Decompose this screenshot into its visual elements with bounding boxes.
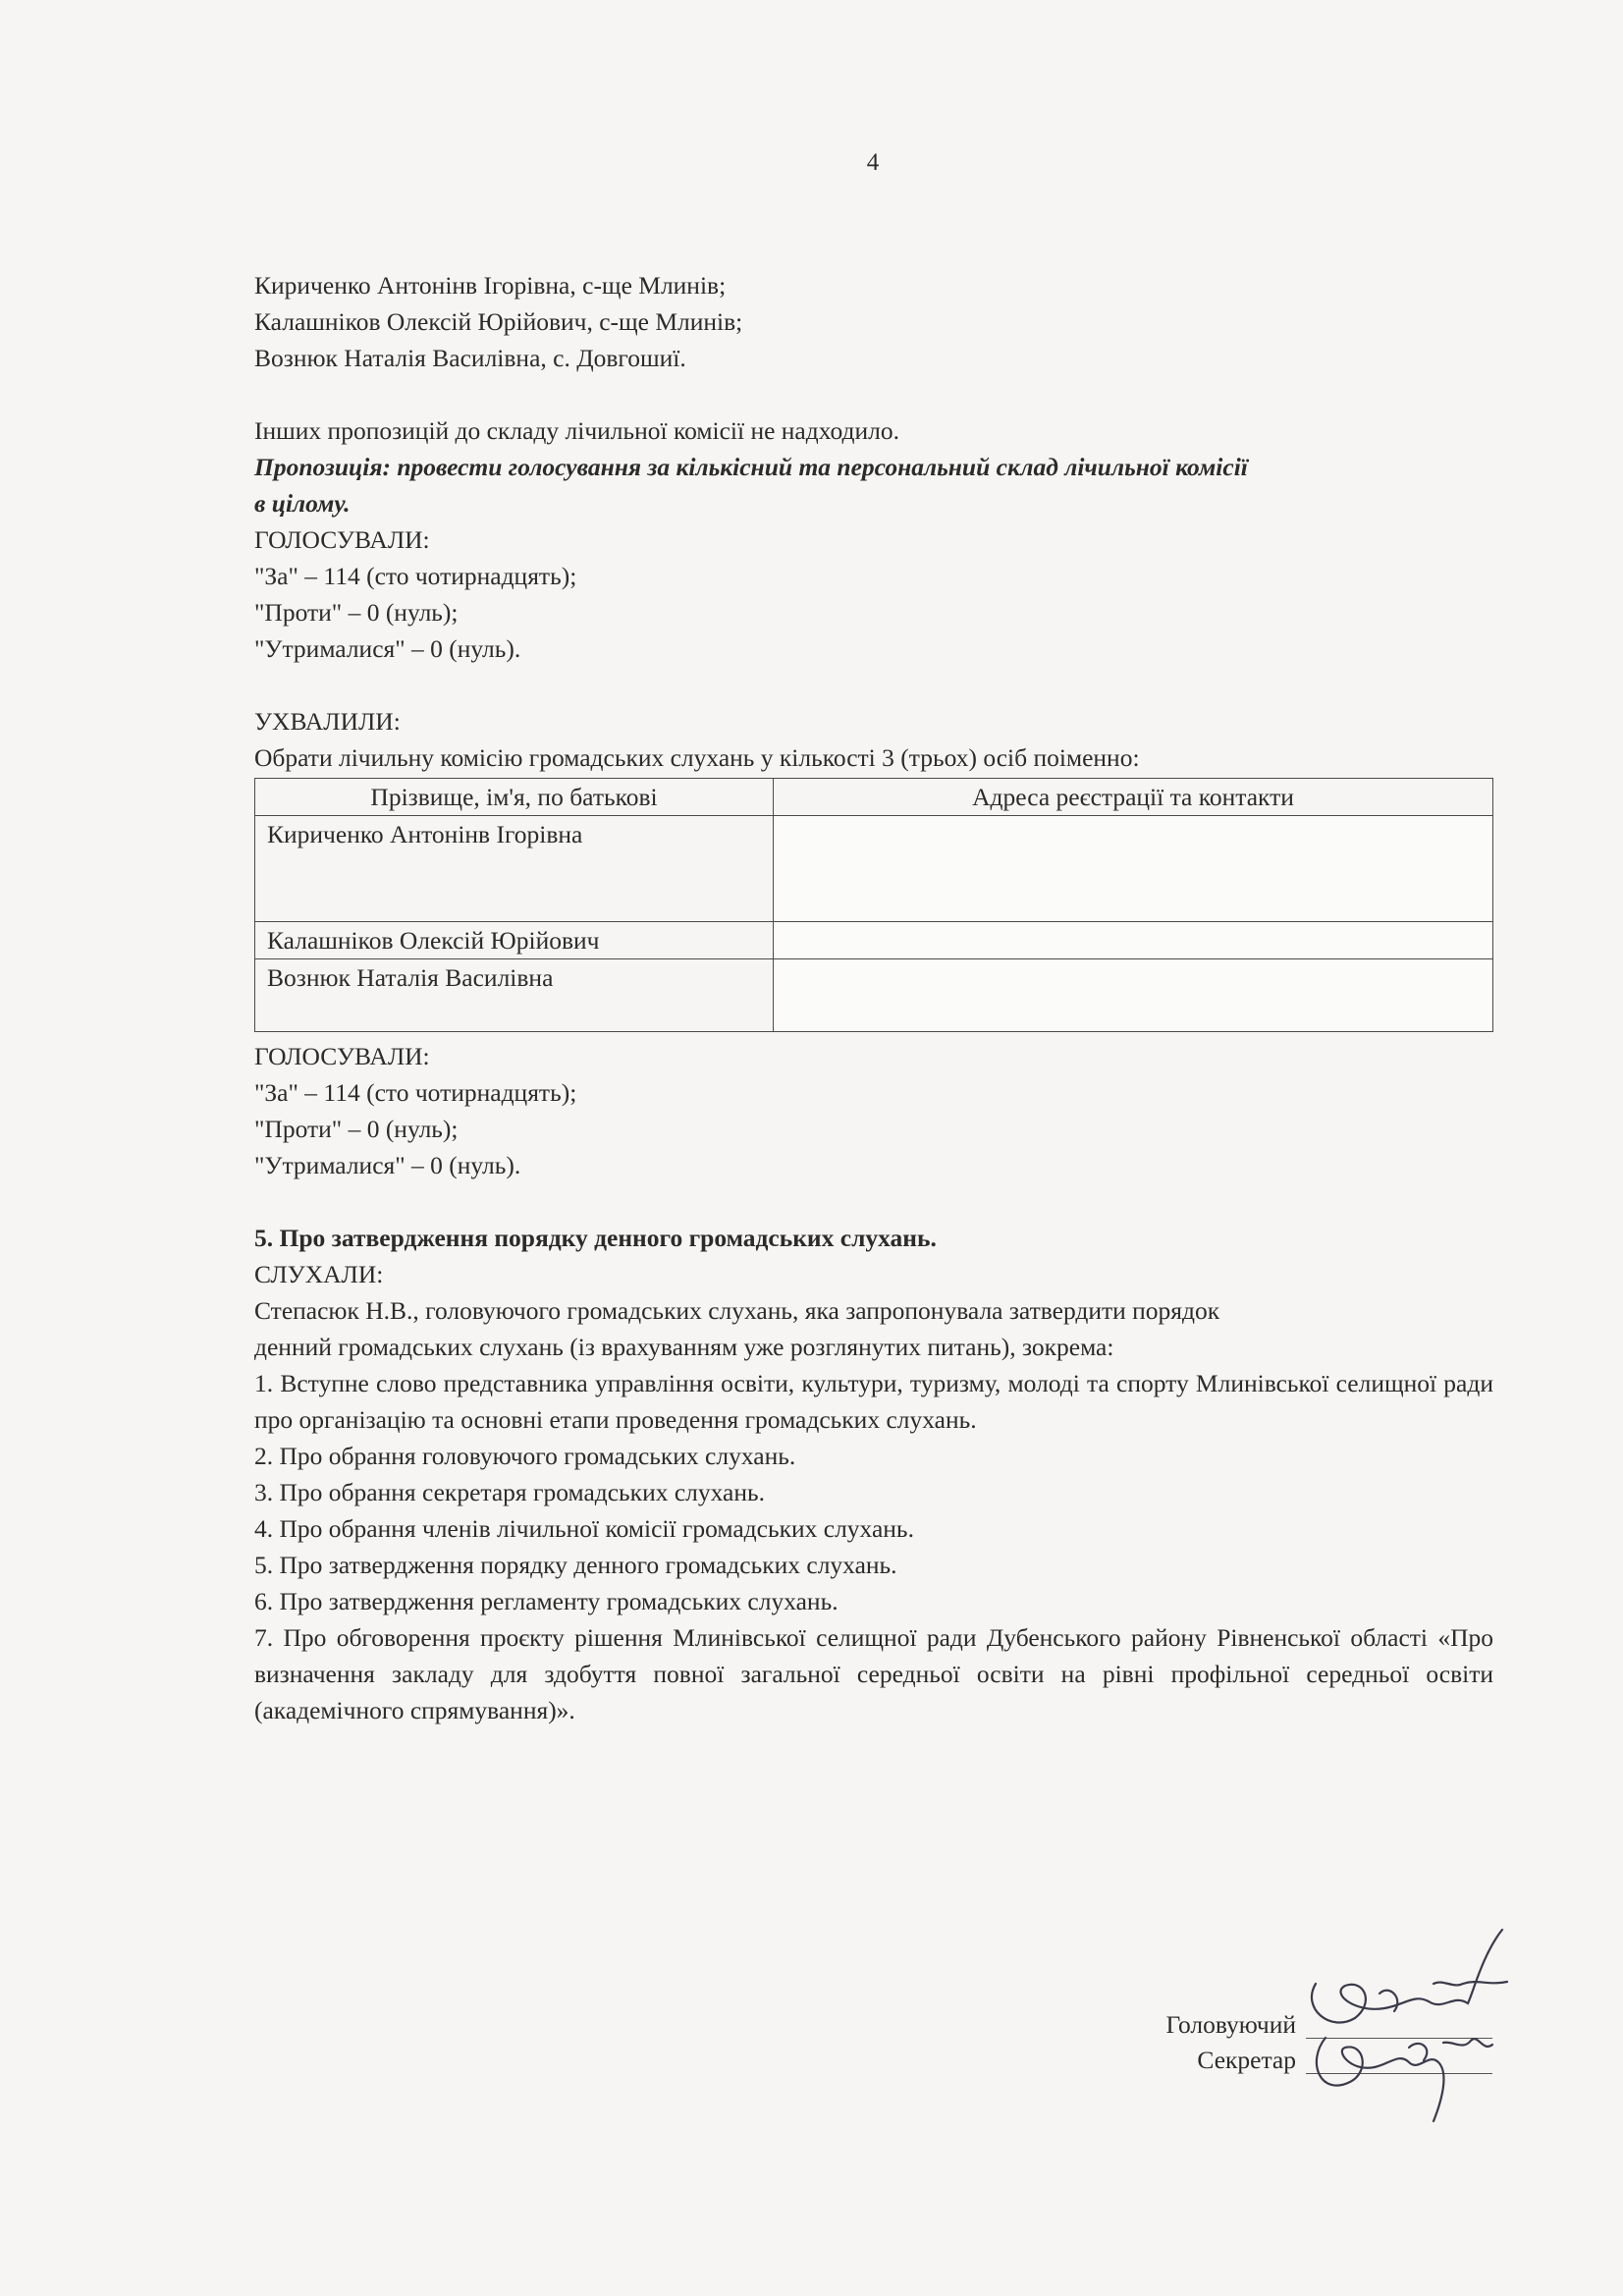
table-row [255,922,1493,959]
counting-commission-table [254,778,1493,1032]
agenda-item: 3. Про обрання секретаря громадських слухань. [254,1478,766,1506]
no-other-proposals: Інших пропозицій до складу лічильної комісії не надходило. [254,416,899,445]
agenda-item: 2. Про обрання головуючого громадських слухань. [254,1442,796,1470]
chair-label: Головуючий [1165,2010,1296,2039]
table-cell-name: Кириченко Антонінв Ігорівна [255,816,774,922]
proposal-line: Пропозиція: провести голосування за кількісний та персональний склад лічильної комісії [254,453,1248,481]
document-body [254,267,1493,1728]
intro-line: Степасюк Н.В., головуючого громадських слухань, яка запропонувала затвердити порядок [254,1296,1220,1325]
vote-heading: ГОЛОСУВАЛИ: [254,525,430,554]
vote-abstain: "Утрималися" – 0 (нуль). [254,634,521,663]
vote-against: "Проти" – 0 (нуль); [254,1115,459,1143]
vote-against: "Проти" – 0 (нуль); [254,598,459,627]
heard-heading: СЛУХАЛИ: [254,1260,384,1288]
table-cell-address-redacted [774,816,1493,922]
member-line: Вознюк Наталія Василівна, с. Довгошиї. [254,344,686,372]
agenda-item: 1. Вступне слово представника управління освіти, культури, туризму, молоді та спорту Млинівської селищної ради про організацію та основні етапи проведення громадських слухань. [254,1369,1493,1434]
decided-heading: УХВАЛИЛИ: [254,707,401,736]
page-number: 4 [866,149,880,176]
section-title: 5. Про затвердження порядку денного громадських слухань. [254,1224,937,1252]
intro-line: денний громадських слухань (із врахуванням уже розглянутих питань), зокрема: [254,1333,1114,1361]
table-header-name: Прізвище, ім'я, по батькові [255,779,774,816]
decided-text: Обрати лічильну комісію громадських слухань у кількості 3 (трьох) осіб поіменно: [254,743,1140,772]
table-cell-address-redacted [774,959,1493,1032]
agenda-item: 4. Про обрання членів лічильної комісії громадських слухань. [254,1514,914,1543]
vote-for: "За" – 114 (сто чотирнадцять); [254,562,577,590]
table-row [255,816,1493,922]
secretary-label: Секретар [1197,2046,1296,2074]
vote-heading: ГОЛОСУВАЛИ: [254,1042,430,1070]
table-cell-address-redacted [774,922,1493,959]
member-line: Калашніков Олексій Юрійович, с-ще Млинів; [254,307,743,336]
proposal-line: в цілому. [254,489,351,518]
table-header-row [255,779,1493,816]
table-header-address: Адреса реєстрації та контакти [774,779,1493,816]
handwritten-signatures [1296,1925,1522,2131]
member-line: Кириченко Антонінв Ігорівна, с-ще Млинів; [254,271,727,300]
table-cell-name: Калашніков Олексій Юрійович [255,922,774,959]
agenda-item: 7. Про обговорення проєкту рішення Млинівської селищної ради Дубенського району Рівненської області «Про визначення закладу для здобуття повної загальної середньої освіти на рівні профільної середньої освіти (академічного спрямування)». [254,1623,1493,1724]
table-cell-name: Вознюк Наталія Василівна [255,959,774,1032]
vote-for: "За" – 114 (сто чотирнадцять); [254,1078,577,1107]
agenda-item: 5. Про затвердження порядку денного громадських слухань. [254,1551,897,1579]
agenda-item: 6. Про затвердження регламенту громадських слухань. [254,1587,839,1615]
signature-block [1119,2007,1296,2078]
table-row [255,959,1493,1032]
vote-abstain: "Утрималися" – 0 (нуль). [254,1151,521,1179]
